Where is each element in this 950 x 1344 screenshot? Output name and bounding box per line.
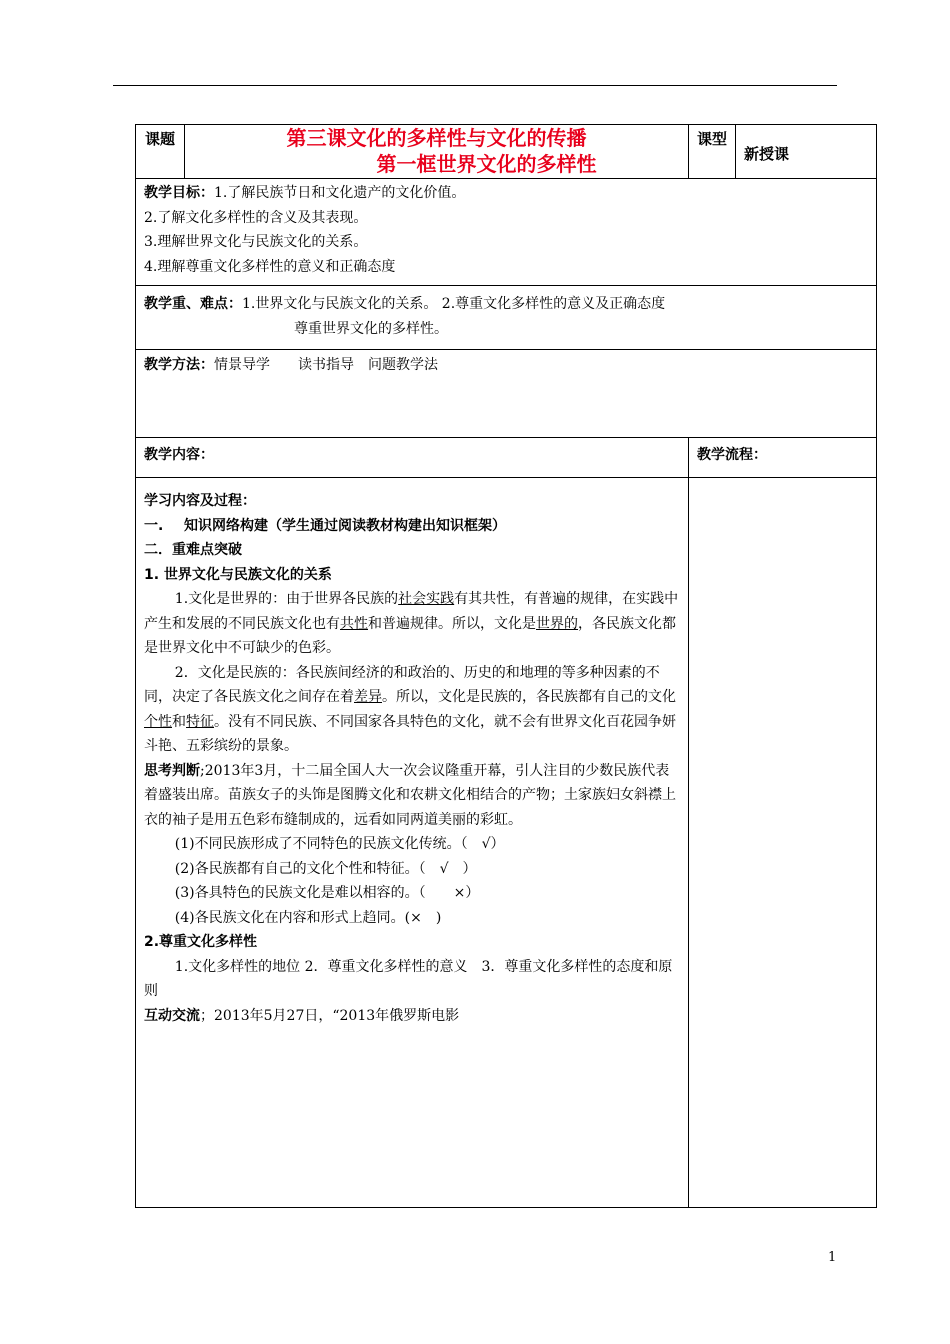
objective-item: 3.理解世界文化与民族文化的关系。 [144,234,368,250]
judge-item-2: (2)各民族都有自己的文化个性和特征。（ √ ） [174,860,477,877]
key-points-line-2: 尊重世界文化的多样性。 [294,320,448,337]
judge-item-4: (4)各民族文化在内容和形式上趋同。(× ) [174,909,442,926]
judge-item-1: (1)不同民族形成了不同特色的民族文化传统。（ √） [174,836,505,852]
title-row [136,125,877,179]
subsection-2: 2.尊重文化多样性 [144,934,258,950]
lesson-type: 新授课 [736,125,877,179]
section-header-row [136,438,877,478]
methods-cell [136,350,877,438]
section-1: 一. 知识网络构建（学生通过阅读教材构建出知识框架） [144,517,506,534]
content-heading: 学习内容及过程： [144,493,256,509]
header-rule [113,85,837,86]
flow-header: 教学流程： [689,438,877,478]
interaction: 互动交流；2013年5月27日，“2013年俄罗斯电影 [144,1007,460,1024]
title-line-2: 第一框世界文化的多样性 [376,152,597,176]
paragraph-world-culture: 1.文化是世界的：由于世界各民族的社会实践有其共性，有普遍的规律，在实践中产生和发展的不同民族文化也有共性和普遍规律。所以，文化是世界的，各民族文化都是世界文化中不可缺少的色彩。 [144,591,679,656]
objective-item: 2.了解文化多样性的含义及其表现。 [144,209,368,226]
content-header: 教学内容： [136,438,689,478]
paragraph-national-culture: 2．文化是民族的：各民族间经济的和政治的、历史的和地理的等多种因素的不同，决定了各民族文化之间存在着差异。所以，文化是民族的，各民族都有自己的文化个性和特征。没有不同民族、不同国家各具特色的文化，就不会有世界文化百花园争妍斗艳、五彩缤纷的景象。 [144,664,676,754]
key-points-row [136,286,877,350]
subsection-1: 1. 世界文化与民族文化的关系 [144,566,332,583]
objectives-row [136,179,877,286]
objectives-cell [136,179,877,286]
page-number: 1 [828,1250,837,1265]
title-line-1: 第三课文化的多样性与文化的传播 [286,126,587,150]
methods-value: 情景导学 读书指导 问题教学法 [214,357,438,373]
think-judge: 思考判断;2013年3月，十二届全国人大一次会议隆重开幕，引人注目的少数民族代表着盛装出席。苗族女子的头饰是图腾文化和农耕文化相结合的产物；土家族妇女斜襟上衣的袖子是用五色彩布缝制成的，远看如同两道美丽的彩虹。 [144,762,676,828]
paragraph-respect-diversity: 1.文化多样性的地位 2．尊重文化多样性的意义 3．尊重文化多样性的态度和原则 [144,958,673,999]
judge-item-3: (3)各具特色的民族文化是难以相容的。（ ×） [174,885,480,901]
key-points-cell [136,286,877,350]
section-2: 二．重难点突破 [144,542,242,558]
key-points-line-1: 1.世界文化与民族文化的关系。 2.尊重文化多样性的意义及正确态度 [242,296,666,312]
objectives-label: 教学目标： [144,185,214,201]
objective-item: 1.了解民族节日和文化遗产的文化价值。 [214,185,466,201]
label-ke-ti: 课题 [136,125,185,179]
lesson-plan-table [135,124,877,1208]
objective-item: 4.理解尊重文化多样性的意义和正确态度 [144,258,396,275]
content-row [136,478,877,1208]
lesson-title [185,125,689,179]
key-points-label: 教学重、难点： [144,296,242,312]
flow-cell [689,478,877,1208]
methods-row [136,350,877,438]
content-cell [136,478,689,1208]
methods-label: 教学方法： [144,357,214,373]
label-ke-xing: 课型 [689,125,736,179]
